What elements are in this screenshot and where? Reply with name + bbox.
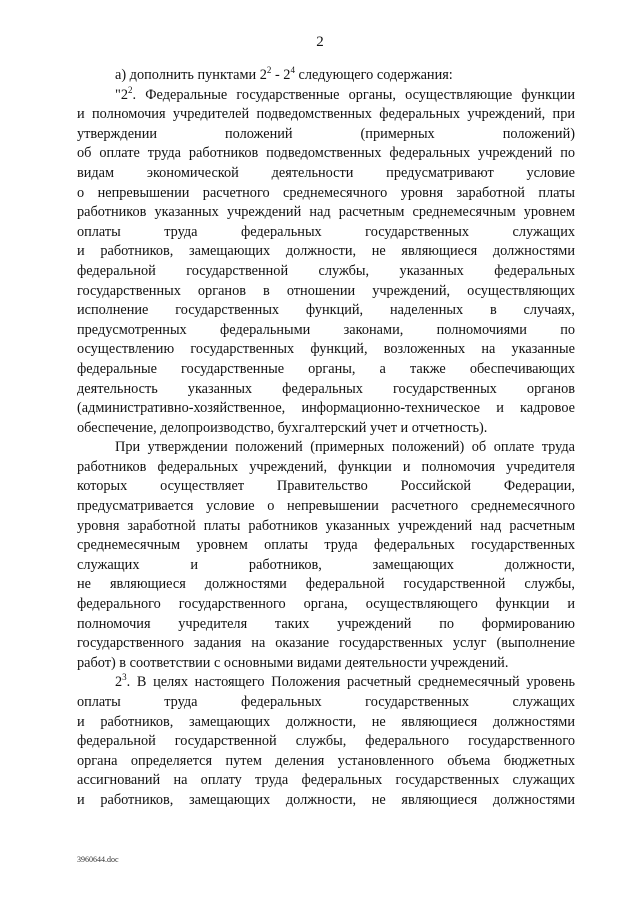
text-line: ассигнований на оплату труда федеральных государственных служащих xyxy=(77,772,575,789)
superscript: 3 xyxy=(122,672,127,683)
text-line: оплаты труда федеральных государственных служащих xyxy=(77,223,575,240)
superscript: 4 xyxy=(290,65,295,75)
text-line: оплаты труда федеральных государственных служащих xyxy=(77,694,575,710)
document-file-code: 3960644.doc xyxy=(77,855,119,864)
text-line: деятельность указанных федеральных государственных органов xyxy=(77,380,575,397)
superscript: 2 xyxy=(128,84,133,95)
text-line: государственного задания на оказание государственных услуг (выполнение xyxy=(77,635,575,652)
text-fragment: а) дополнить пунктами 2 xyxy=(115,67,267,83)
text-line: (административно-хозяйственное, информационно-техническое и кадровое xyxy=(77,400,575,417)
text-line xyxy=(77,673,575,693)
text-line: и работников, замещающих должности, не являющиеся должностями xyxy=(77,713,575,730)
text-fragment: "2 xyxy=(115,86,128,103)
text-line: утверждении положений (примерных положений) xyxy=(77,125,575,142)
text-line: федеральной государственной службы, федерального государственного xyxy=(77,733,575,750)
text-line: исполнение государственных функций, наделенных в случаях, xyxy=(77,302,575,319)
text-line: не являющиеся должностями федеральной государственной службы, xyxy=(77,576,575,593)
text-line: федеральные государственные органы, а также обеспечивающих xyxy=(77,360,575,377)
text-line: органа определяется путем деления установленного объема бюджетных xyxy=(77,752,575,769)
text-line: государственных органов в отношении учреждений, осуществляющих xyxy=(77,282,575,299)
page-number: 2 xyxy=(316,34,324,50)
text-line: предусматривается условие о непревышении расчетного среднемесячного xyxy=(77,498,575,515)
text-line: об оплате труда работников подведомственных федеральных учреждений по xyxy=(77,145,575,162)
text-line: которых осуществляет Правительство Российской Федерации, xyxy=(77,478,575,495)
text-line: предусмотренных федеральными законами, полномочиями по xyxy=(77,321,575,338)
text-fragment: . Федеральные государственные органы, осуществляющие функции xyxy=(132,86,575,103)
text-line: среднемесячным уровнем оплаты труда федеральных государственных xyxy=(77,537,575,554)
text-line: работников федеральных учреждений, функции и полномочия учредителя xyxy=(77,458,575,475)
text-fragment: 2 xyxy=(115,674,123,691)
text-fragment: . В целях настоящего Положения расчетный среднемесячный уровень xyxy=(126,674,575,691)
superscript: 2 xyxy=(266,65,272,75)
text-fragment: следующего содержания: xyxy=(294,67,453,83)
text-line: обеспечение, делопроизводство, бухгалтерский учет и отчетность). xyxy=(77,419,488,436)
text-line: и работников, замещающих должности, не являющиеся должностями xyxy=(77,243,575,260)
text-line: федеральной государственной службы, указанных федеральных xyxy=(77,262,575,279)
text-line: и работников, замещающих должности, не являющиеся должностями xyxy=(77,791,575,808)
text-line: видам экономической деятельности предусматривают условие xyxy=(77,164,575,181)
text-line: работ) в соответствии с основными видами деятельности учреждений. xyxy=(77,654,509,671)
text-line: полномочия учредителя таких учреждений по формированию xyxy=(77,615,575,632)
text-line: работников указанных учреждений над расчетным среднемесячным уровнем xyxy=(77,204,575,221)
text-line: служащих и работников, замещающих должности, xyxy=(77,556,575,573)
text-line: и полномочия учредителей подведомственных федеральных учреждений, при xyxy=(77,106,575,123)
document-body xyxy=(77,66,575,811)
text-line: о непревышении расчетного среднемесячного уровня заработной платы xyxy=(77,184,575,201)
text-line: осуществлению государственных функций, возложенных на указанные xyxy=(77,341,575,358)
text-line xyxy=(77,66,575,86)
text-line: При утверждении положений (примерных положений) об оплате труда xyxy=(115,439,575,456)
text-line: уровня заработной платы работников указанных учреждений над расчетным xyxy=(77,517,575,534)
text-line: федерального государственного органа, осуществляющего функции и xyxy=(77,596,575,613)
text-line xyxy=(77,86,575,106)
text-fragment: - 2 xyxy=(271,67,291,83)
